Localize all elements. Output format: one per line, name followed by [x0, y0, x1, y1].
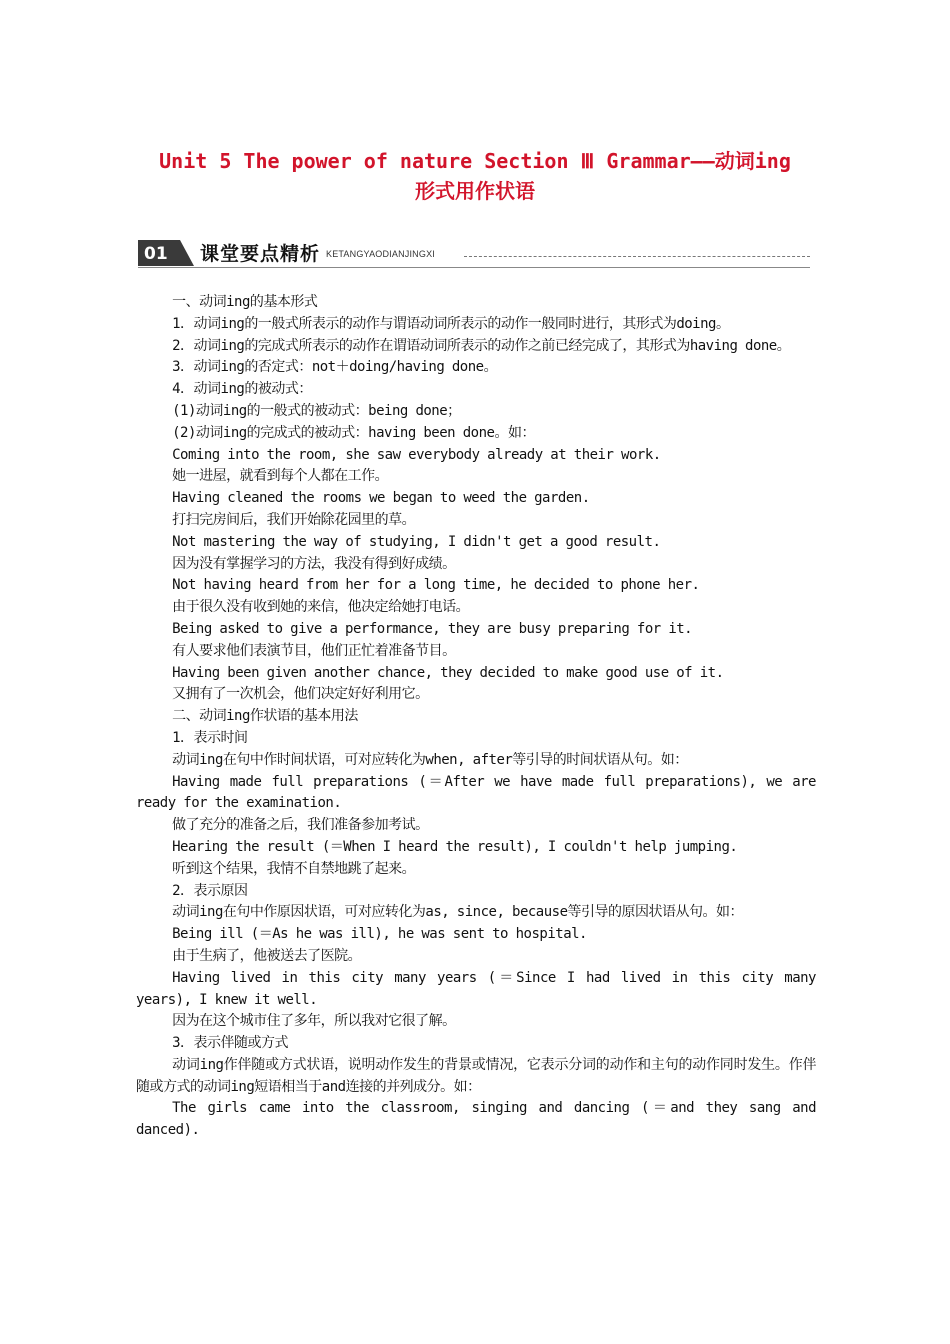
body-paragraph: 由于生病了，他被送去了医院。	[172, 947, 362, 964]
body-paragraph: 2．表示原因	[172, 882, 248, 899]
body-paragraph: 听到这个结果，我情不自禁地跳了起来。	[172, 860, 416, 877]
body-paragraph: Not having heard from her for a long time, he decided to phone her.	[172, 577, 700, 594]
body-paragraph: 3．表示伴随或方式	[172, 1035, 289, 1052]
badge-shape	[138, 240, 194, 266]
body-paragraph: 由于很久没有收到她的来信，他决定给她打电话。	[172, 599, 470, 616]
document-body	[136, 292, 816, 1142]
body-paragraph: Coming into the room, she saw everybody already at their work.	[172, 446, 661, 463]
body-paragraph: 有人要求他们表演节目，他们正忙着准备节目。	[172, 642, 456, 659]
body-paragraph: 2．动词ing的完成式所表示的动作在谓语动词所表示的动作之前已经完成了，其形式为having done。	[172, 337, 791, 354]
body-paragraph: 动词ing作伴随或方式状语，说明动作发生的背景或情况，它表示分词的动作和主句的动作同时发生。作伴随或方式的动词ing短语相当于and连接的并列成分。如：	[136, 1056, 816, 1095]
body-paragraph: The girls came into the classroom, singing and dancing (＝and they sang and danced).	[136, 1100, 816, 1139]
banner-underline	[138, 267, 810, 268]
body-paragraph: 一、动词ing的基本形式	[172, 294, 318, 310]
title-line-1: Unit 5 The power of nature Section Ⅲ Grammar——动词ing	[159, 149, 791, 173]
document-title	[110, 146, 840, 206]
body-paragraph: 3．动词ing的否定式：not＋doing/having done。	[172, 359, 498, 376]
body-paragraph: 动词ing在句中作时间状语，可对应转化为when, after等引导的时间状语从句。如：	[172, 751, 688, 768]
body-paragraph: Having made full preparations (＝After we have made full preparations), we are ready for the examination.	[136, 773, 816, 812]
body-paragraph: Not mastering the way of studying, I didn't get a good result.	[172, 533, 661, 550]
section-pinyin: KETANGYAODIANJINGXI	[326, 249, 435, 259]
body-paragraph: 动词ing在句中作原因状语，可对应转化为as, since, because等引导的原因状语从句。如：	[172, 904, 744, 921]
section-title: 课堂要点精析	[200, 243, 321, 265]
body-paragraph: Having been given another chance, they decided to make good use of it.	[172, 664, 724, 681]
body-paragraph: Having cleaned the rooms we began to weed the garden.	[172, 490, 590, 507]
section-banner	[138, 238, 810, 268]
section-number-badge	[138, 240, 194, 266]
body-paragraph: 4．动词ing的被动式：	[172, 381, 312, 398]
body-paragraph: 打扫完房间后，我们开始除花园里的草。	[172, 511, 416, 528]
body-paragraph: Hearing the result (＝When I heard the result), I couldn't help jumping.	[172, 838, 738, 855]
body-paragraph: Having lived in this city many years (＝Since I had lived in this city many years), I knew it well.	[136, 969, 816, 1008]
body-paragraph: Being asked to give a performance, they are busy preparing for it.	[172, 620, 693, 637]
body-paragraph: 二、动词ing作状语的基本用法	[172, 708, 358, 725]
title-line-2: 形式用作状语	[415, 179, 535, 203]
body-paragraph: 又拥有了一次机会，他们决定好好利用它。	[172, 686, 429, 703]
body-paragraph: (1)动词ing的一般式的被动式：being done；	[172, 402, 461, 419]
body-paragraph: 1．表示时间	[172, 729, 248, 746]
section-number: 01	[144, 244, 168, 264]
body-paragraph: 她一进屋，就看到每个人都在工作。	[172, 468, 389, 485]
body-paragraph: (2)动词ing的完成式的被动式：having been done。如：	[172, 424, 535, 441]
body-paragraph: Being ill (＝As he was ill), he was sent to hospital.	[172, 926, 587, 943]
body-paragraph: 1．动词ing的一般式所表示的动作与谓语动词所表示的动作一般同时进行，其形式为doing。	[172, 315, 730, 332]
banner-dashed-line	[464, 256, 810, 257]
body-paragraph: 因为没有掌握学习的方法，我没有得到好成绩。	[172, 555, 456, 572]
body-paragraph: 做了充分的准备之后，我们准备参加考试。	[172, 817, 429, 834]
body-paragraph: 因为在这个城市住了多年，所以我对它很了解。	[172, 1013, 456, 1030]
